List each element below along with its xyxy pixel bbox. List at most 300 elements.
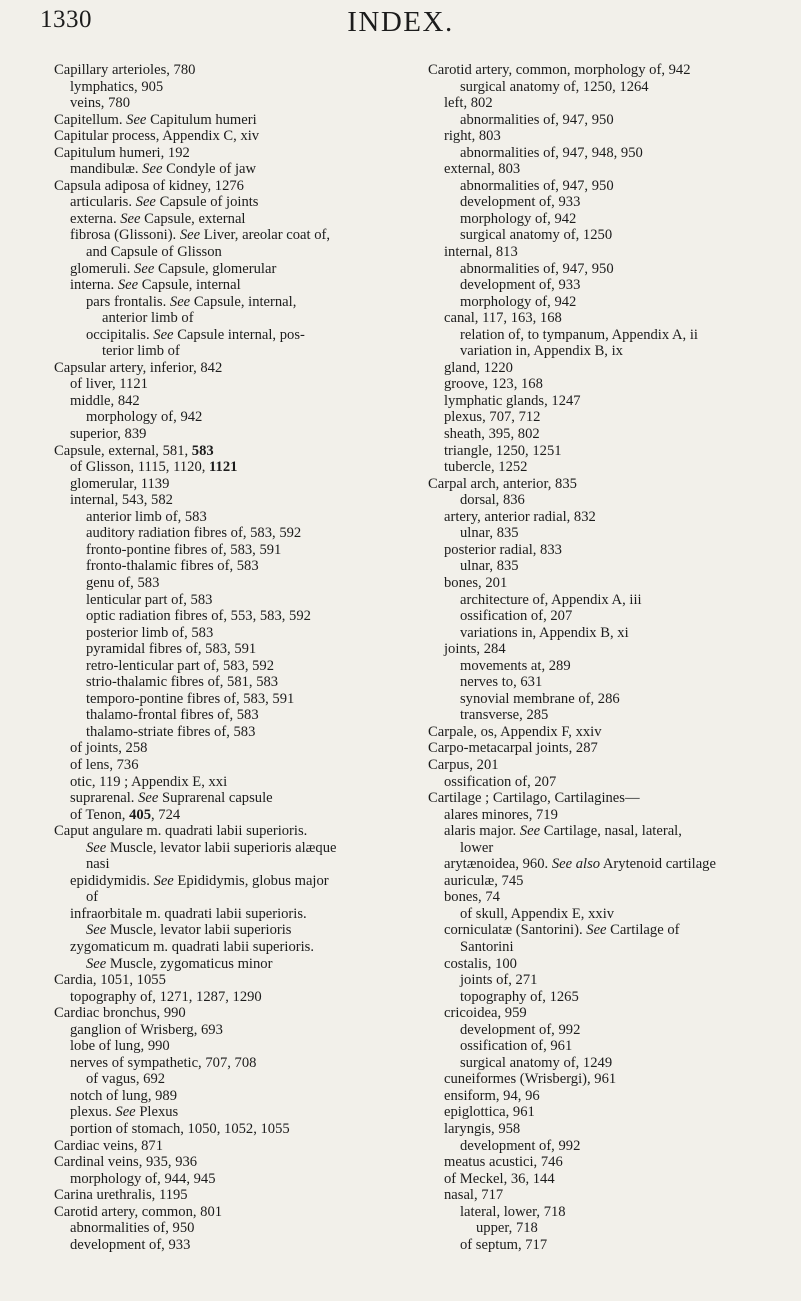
index-entry	[428, 922, 778, 939]
entry-text: infraorbitale m. quadrati labii superioris.	[70, 905, 307, 922]
index-entry	[428, 211, 778, 228]
see-reference: See	[120, 210, 141, 227]
index-entry	[54, 542, 396, 559]
index-entry	[54, 790, 396, 807]
entry-text: surgical anatomy of, 1250	[460, 227, 613, 244]
entry-text: of lens, 736	[70, 756, 139, 773]
entry-text: internal, 543, 582	[70, 492, 173, 509]
index-entry	[54, 376, 396, 393]
entry-text: morphology of, 942	[460, 293, 577, 310]
entry-text: Santorini	[460, 938, 514, 955]
entry-text: optic radiation fibres of, 553, 583, 592	[86, 608, 311, 625]
index-entry	[428, 244, 778, 261]
entry-text-after: Cartilage of	[606, 922, 680, 939]
see-reference: See	[117, 277, 139, 294]
index-entry	[428, 343, 778, 360]
entry-text: lymphatic glands, 1247	[444, 392, 581, 409]
index-entry	[428, 492, 778, 509]
index-entry	[54, 1237, 396, 1254]
index-entry	[428, 261, 778, 278]
entry-text: dorsal, 836	[460, 492, 525, 509]
entry-text-after: Capitulum humeri	[146, 111, 257, 128]
index-entry	[54, 1038, 396, 1055]
index-entry	[428, 1005, 778, 1022]
entry-text-after: Condyle of jaw	[162, 161, 257, 178]
running-head: INDEX.	[347, 6, 454, 38]
entry-text: ossification of, 207	[444, 773, 557, 790]
index-entry	[54, 476, 396, 493]
entry-text: and Capsule of Glisson	[86, 244, 222, 261]
index-entry	[54, 707, 396, 724]
entry-text: epididymidis.	[70, 872, 154, 889]
entry-text: epiglottica, 961	[444, 1104, 535, 1121]
index-entry	[54, 691, 396, 708]
index-entry	[428, 575, 778, 592]
see-reference: See	[179, 227, 201, 244]
index-entry	[428, 376, 778, 393]
index-entry	[54, 922, 396, 939]
index-entry	[428, 889, 778, 906]
entry-text: nasi	[86, 856, 110, 873]
index-entry	[428, 62, 778, 79]
entry-text-after: Plexus	[135, 1104, 179, 1121]
index-entry	[428, 989, 778, 1006]
index-entry	[428, 525, 778, 542]
entry-text: Capillary arterioles, 780	[54, 62, 196, 78]
entry-text: abnormalities of, 947, 950	[460, 111, 614, 128]
entry-text: meatus acustici, 746	[444, 1154, 563, 1171]
index-entry	[54, 823, 396, 840]
entry-text: cuneiformes (Wrisbergi), 961	[444, 1071, 617, 1088]
index-entry	[54, 889, 396, 906]
index-entry	[54, 145, 396, 162]
index-entry	[428, 592, 778, 609]
entry-text: glomerular, 1139	[70, 475, 170, 492]
entry-text: Capsule, external, 581,	[54, 442, 192, 459]
entry-text-after: Cartilage, nasal, lateral,	[540, 823, 682, 840]
entry-text: strio-thalamic fibres of, 581, 583	[86, 674, 279, 691]
index-entry	[54, 178, 396, 195]
entry-text: externa.	[70, 210, 121, 227]
page-number: 1330	[40, 6, 92, 33]
index-entry	[428, 145, 778, 162]
entry-text-after: Muscle, zygomaticus minor	[106, 955, 273, 972]
entry-text: Cardia, 1051, 1055	[54, 972, 166, 989]
index-entry	[54, 525, 396, 542]
index-entry	[428, 194, 778, 211]
entry-text: nerves to, 631	[460, 674, 543, 691]
entry-text: pyramidal fibres of, 583, 591	[86, 641, 257, 658]
entry-bold-page: 1121	[209, 459, 238, 476]
entry-text: variations in, Appendix B, xi	[460, 624, 629, 641]
entry-text: morphology of, 942	[86, 409, 203, 426]
index-entry	[428, 707, 778, 724]
entry-text: Carpo-metacarpal joints, 287	[428, 740, 598, 757]
entry-text: alares minores, 719	[444, 806, 558, 823]
index-entry	[428, 740, 778, 757]
index-entry	[428, 1171, 778, 1188]
index-entry	[54, 1005, 396, 1022]
entry-text: upper, 718	[476, 1220, 538, 1237]
index-entry	[428, 790, 778, 807]
entry-text: Cardiac bronchus, 990	[54, 1005, 186, 1022]
entry-text-after: Capsule internal, pos-	[173, 326, 305, 343]
index-entry	[428, 658, 778, 675]
index-entry	[54, 608, 396, 625]
index-entry	[54, 740, 396, 757]
see-reference: See	[153, 872, 174, 889]
index-entry	[54, 575, 396, 592]
index-entry	[54, 1121, 396, 1138]
index-entry	[54, 443, 396, 460]
entry-text: canal, 117, 163, 168	[444, 310, 562, 327]
entry-text: of septum, 717	[460, 1236, 548, 1253]
index-entry	[428, 542, 778, 559]
see-reference: See	[135, 194, 156, 211]
index-entry	[54, 856, 396, 873]
index-entry	[428, 178, 778, 195]
index-entry	[54, 95, 396, 112]
index-entry	[54, 956, 396, 973]
entry-text: variation in, Appendix B, ix	[460, 343, 623, 360]
entry-text: of Meckel, 36, 144	[444, 1170, 555, 1187]
index-entry	[428, 774, 778, 791]
index-entry	[428, 128, 778, 145]
index-entry	[54, 426, 396, 443]
entry-text-after: Suprarenal capsule	[158, 790, 273, 807]
entry-text: superior, 839	[70, 426, 147, 443]
entry-text: development of, 992	[460, 1137, 581, 1154]
entry-text: glomeruli.	[70, 260, 135, 277]
index-entry	[428, 1088, 778, 1105]
entry-text: fronto-thalamic fibres of, 583	[86, 558, 259, 575]
index-entry	[54, 211, 396, 228]
index-entry	[54, 840, 396, 857]
entry-text: ulnar, 835	[460, 558, 519, 575]
index-entry	[54, 393, 396, 410]
entry-text: genu of, 583	[86, 574, 160, 591]
entry-text: development of, 933	[70, 1236, 191, 1253]
index-entry	[54, 62, 396, 79]
entry-text: costalis, 100	[444, 955, 517, 972]
entry-text: ulnar, 835	[460, 525, 519, 542]
index-entry	[428, 691, 778, 708]
entry-text-after: Epididymis, globus major	[173, 872, 329, 889]
index-entry	[54, 194, 396, 211]
entry-text: morphology of, 942	[460, 210, 577, 227]
entry-text: sheath, 395, 802	[444, 426, 540, 443]
index-entry	[428, 1204, 778, 1221]
entry-text: topography of, 1265	[460, 988, 579, 1005]
entry-text: right, 803	[444, 128, 501, 145]
index-column-right	[428, 62, 778, 1253]
index-entry	[428, 294, 778, 311]
entry-text: auditory radiation fibres of, 583, 592	[86, 525, 302, 542]
entry-bold-page: 405	[129, 806, 151, 823]
entry-text-after: Capsule, glomerular	[154, 260, 277, 277]
entry-text: Carotid artery, common, 801	[54, 1203, 223, 1220]
index-entry	[54, 409, 396, 426]
entry-text: Carpal arch, anterior, 835	[428, 475, 577, 492]
index-entry	[428, 409, 778, 426]
see-reference: See	[134, 260, 155, 277]
index-entry	[428, 1237, 778, 1254]
index-entry	[428, 476, 778, 493]
index-entry	[428, 558, 778, 575]
entry-text: plexus.	[70, 1104, 116, 1121]
index-entry	[428, 426, 778, 443]
entry-text-after: Capsule of joints	[155, 194, 259, 211]
index-entry	[428, 956, 778, 973]
entry-text: terior limb of	[102, 343, 180, 360]
entry-text: Capitulum humeri, 192	[54, 144, 190, 161]
see-reference: See	[142, 161, 163, 178]
entry-text: ossification of, 207	[460, 608, 573, 625]
entry-text: thalamo-striate fibres of, 583	[86, 723, 256, 740]
index-entry	[428, 1187, 778, 1204]
entry-text: lateral, lower, 718	[460, 1203, 566, 1220]
index-entry	[54, 343, 396, 360]
index-entry	[428, 227, 778, 244]
entry-text: temporo-pontine fibres of, 583, 591	[86, 690, 295, 707]
entry-text: of Tenon,	[70, 806, 130, 823]
entry-text: movements at, 289	[460, 657, 571, 674]
index-entry	[54, 972, 396, 989]
entry-text: mandibulæ.	[70, 161, 143, 178]
see-reference: See	[86, 839, 107, 856]
entry-text: topography of, 1271, 1287, 1290	[70, 988, 262, 1005]
entry-text-after: Muscle, levator labii superioris alæque	[106, 839, 337, 856]
entry-text-after: Liver, areolar coat of,	[200, 227, 331, 244]
entry-text: development of, 933	[460, 277, 581, 294]
index-entry	[54, 1187, 396, 1204]
entry-text: fibrosa (Glissoni).	[70, 227, 180, 244]
index-entry	[428, 873, 778, 890]
index-entry	[428, 161, 778, 178]
index-entry	[428, 459, 778, 476]
index-entry	[54, 674, 396, 691]
index-entry	[54, 244, 396, 261]
index-entry	[54, 261, 396, 278]
index-entry	[428, 277, 778, 294]
index-entry	[54, 294, 396, 311]
index-entry	[54, 1088, 396, 1105]
index-entry	[54, 592, 396, 609]
entry-text: zygomaticum m. quadrati labii superioris.	[70, 938, 314, 955]
index-entry	[428, 95, 778, 112]
index-entry	[428, 823, 778, 840]
index-entry	[54, 906, 396, 923]
entry-text: internal, 813	[444, 244, 518, 261]
entry-text-after: Capsule, internal,	[190, 293, 297, 310]
entry-text: abnormalities of, 947, 948, 950	[460, 144, 643, 161]
entry-text: Cardiac veins, 871	[54, 1137, 164, 1154]
entry-text: gland, 1220	[444, 359, 513, 376]
entry-text: tubercle, 1252	[444, 459, 528, 476]
entry-text: Caput angulare m. quadrati labii superioris.	[54, 823, 308, 840]
entry-text: artery, anterior radial, 832	[444, 508, 596, 525]
entry-text: Carina urethralis, 1195	[54, 1187, 188, 1204]
entry-text: interna.	[70, 277, 118, 294]
see-reference: See	[86, 955, 107, 972]
index-entry	[54, 509, 396, 526]
index-entry	[54, 989, 396, 1006]
index-entry	[428, 1055, 778, 1072]
index-entry	[54, 459, 396, 476]
entry-text: anterior limb of	[102, 310, 194, 327]
entry-text: of liver, 1121	[70, 376, 148, 393]
index-entry	[54, 1055, 396, 1072]
entry-text: external, 803	[444, 161, 521, 178]
entry-text: of joints, 258	[70, 740, 148, 757]
see-reference: See	[169, 293, 191, 310]
index-entry	[54, 492, 396, 509]
entry-text: Cartilage ; Cartilago, Cartilagines—	[428, 790, 640, 807]
entry-text: alaris major.	[444, 823, 520, 840]
entry-text: ganglion of Wrisberg, 693	[70, 1021, 223, 1038]
entry-text: joints, 284	[444, 641, 506, 658]
entry-text: development of, 992	[460, 1021, 581, 1038]
entry-text: Carpus, 201	[428, 756, 499, 773]
entry-text: occipitalis.	[86, 326, 154, 343]
index-entry	[428, 856, 778, 873]
index-entry	[54, 1104, 396, 1121]
entry-text-after: Capsule, internal	[138, 277, 241, 294]
entry-text: ensiform, 94, 96	[444, 1087, 540, 1104]
entry-text: abnormalities of, 947, 950	[460, 260, 614, 277]
entry-text: veins, 780	[70, 95, 130, 112]
index-entry	[54, 807, 396, 824]
index-entry	[54, 1022, 396, 1039]
entry-text: thalamo-frontal fibres of, 583	[86, 707, 259, 724]
see-reference: See	[86, 922, 107, 939]
see-reference: See	[519, 823, 541, 840]
entry-text: of vagus, 692	[86, 1071, 166, 1088]
index-entry	[428, 1138, 778, 1155]
index-entry	[54, 310, 396, 327]
index-entry	[428, 641, 778, 658]
entry-text: triangle, 1250, 1251	[444, 442, 562, 459]
index-entry	[428, 840, 778, 857]
entry-text: surgical anatomy of, 1249	[460, 1054, 613, 1071]
index-entry	[428, 393, 778, 410]
index-entry	[428, 112, 778, 129]
entry-text: relation of, to tympanum, Appendix A, ii	[460, 326, 698, 343]
entry-text: Capsular artery, inferior, 842	[54, 359, 223, 376]
entry-text: of	[86, 889, 99, 906]
index-entry	[428, 674, 778, 691]
index-entry	[428, 625, 778, 642]
entry-text: Capsula adiposa of kidney, 1276	[54, 177, 244, 194]
entry-text: laryngis, 958	[444, 1121, 521, 1137]
index-entry	[428, 79, 778, 96]
entry-text: arytænoidea, 960.	[444, 856, 552, 873]
index-entry	[54, 161, 396, 178]
index-entry	[54, 1138, 396, 1155]
entry-bold-page: 583	[191, 442, 214, 459]
entry-text: of skull, Appendix E, xxiv	[460, 905, 615, 922]
entry-text: bones, 74	[444, 889, 500, 906]
see-reference: See	[153, 326, 174, 343]
entry-text: abnormalities of, 950	[70, 1220, 195, 1237]
index-entry	[54, 79, 396, 96]
index-entry	[428, 310, 778, 327]
index-entry	[54, 873, 396, 890]
index-entry	[428, 1154, 778, 1171]
index-entry	[54, 1204, 396, 1221]
index-entry	[54, 1154, 396, 1171]
entry-text: posterior radial, 833	[444, 541, 562, 558]
see-reference: See	[126, 111, 147, 128]
entry-text: bones, 201	[444, 574, 508, 591]
entry-text: morphology of, 944, 945	[70, 1170, 216, 1187]
entry-text: lymphatics, 905	[70, 78, 164, 95]
entry-text: synovial membrane of, 286	[460, 690, 620, 707]
entry-text: lobe of lung, 990	[70, 1038, 170, 1055]
index-entry	[428, 1104, 778, 1121]
index-entry	[54, 558, 396, 575]
index-entry	[54, 277, 396, 294]
index-entry	[54, 658, 396, 675]
index-entry	[54, 724, 396, 741]
entry-text: anterior limb of, 583	[86, 508, 207, 525]
entry-text-after: , 724	[151, 806, 181, 823]
index-entry	[54, 757, 396, 774]
index-entry	[428, 443, 778, 460]
index-entry	[54, 625, 396, 642]
page-header	[40, 6, 761, 46]
index-entry	[428, 939, 778, 956]
entry-text: nerves of sympathetic, 707, 708	[70, 1054, 257, 1071]
entry-text: plexus, 707, 712	[444, 409, 541, 426]
entry-text: Cardinal veins, 935, 936	[54, 1154, 198, 1171]
entry-text: middle, 842	[70, 392, 140, 409]
index-entry	[428, 972, 778, 989]
index-entry	[54, 774, 396, 791]
entry-text: pars frontalis.	[86, 293, 170, 310]
entry-text: notch of lung, 989	[70, 1087, 178, 1104]
index-entry	[428, 360, 778, 377]
see-reference: See also	[551, 856, 601, 873]
index-column-left	[54, 62, 396, 1253]
index-entry	[428, 1038, 778, 1055]
entry-text: nasal, 717	[444, 1187, 504, 1204]
index-entry	[428, 807, 778, 824]
entry-text: joints of, 271	[460, 972, 538, 989]
entry-text: retro-lenticular part of, 583, 592	[86, 657, 275, 674]
index-entry	[54, 327, 396, 344]
entry-text: architecture of, Appendix A, iii	[460, 591, 642, 608]
index-entry	[54, 360, 396, 377]
entry-text: suprarenal.	[70, 790, 139, 807]
index-entry	[54, 939, 396, 956]
entry-text-after: Capsule, external	[140, 210, 246, 227]
entry-text: fronto-pontine fibres of, 583, 591	[86, 541, 282, 558]
index-entry	[54, 227, 396, 244]
entry-text: auriculæ, 745	[444, 872, 524, 889]
entry-text: posterior limb of, 583	[86, 624, 214, 641]
see-reference: See	[586, 922, 607, 939]
entry-text: lenticular part of, 583	[86, 591, 213, 608]
entry-text: surgical anatomy of, 1250, 1264	[460, 78, 649, 95]
index-entry	[428, 757, 778, 774]
see-reference: See	[115, 1104, 136, 1121]
entry-text: abnormalities of, 947, 950	[460, 177, 614, 194]
index-entry	[428, 327, 778, 344]
entry-text: groove, 123, 168	[444, 376, 543, 393]
index-entry	[428, 608, 778, 625]
index-entry	[428, 1022, 778, 1039]
